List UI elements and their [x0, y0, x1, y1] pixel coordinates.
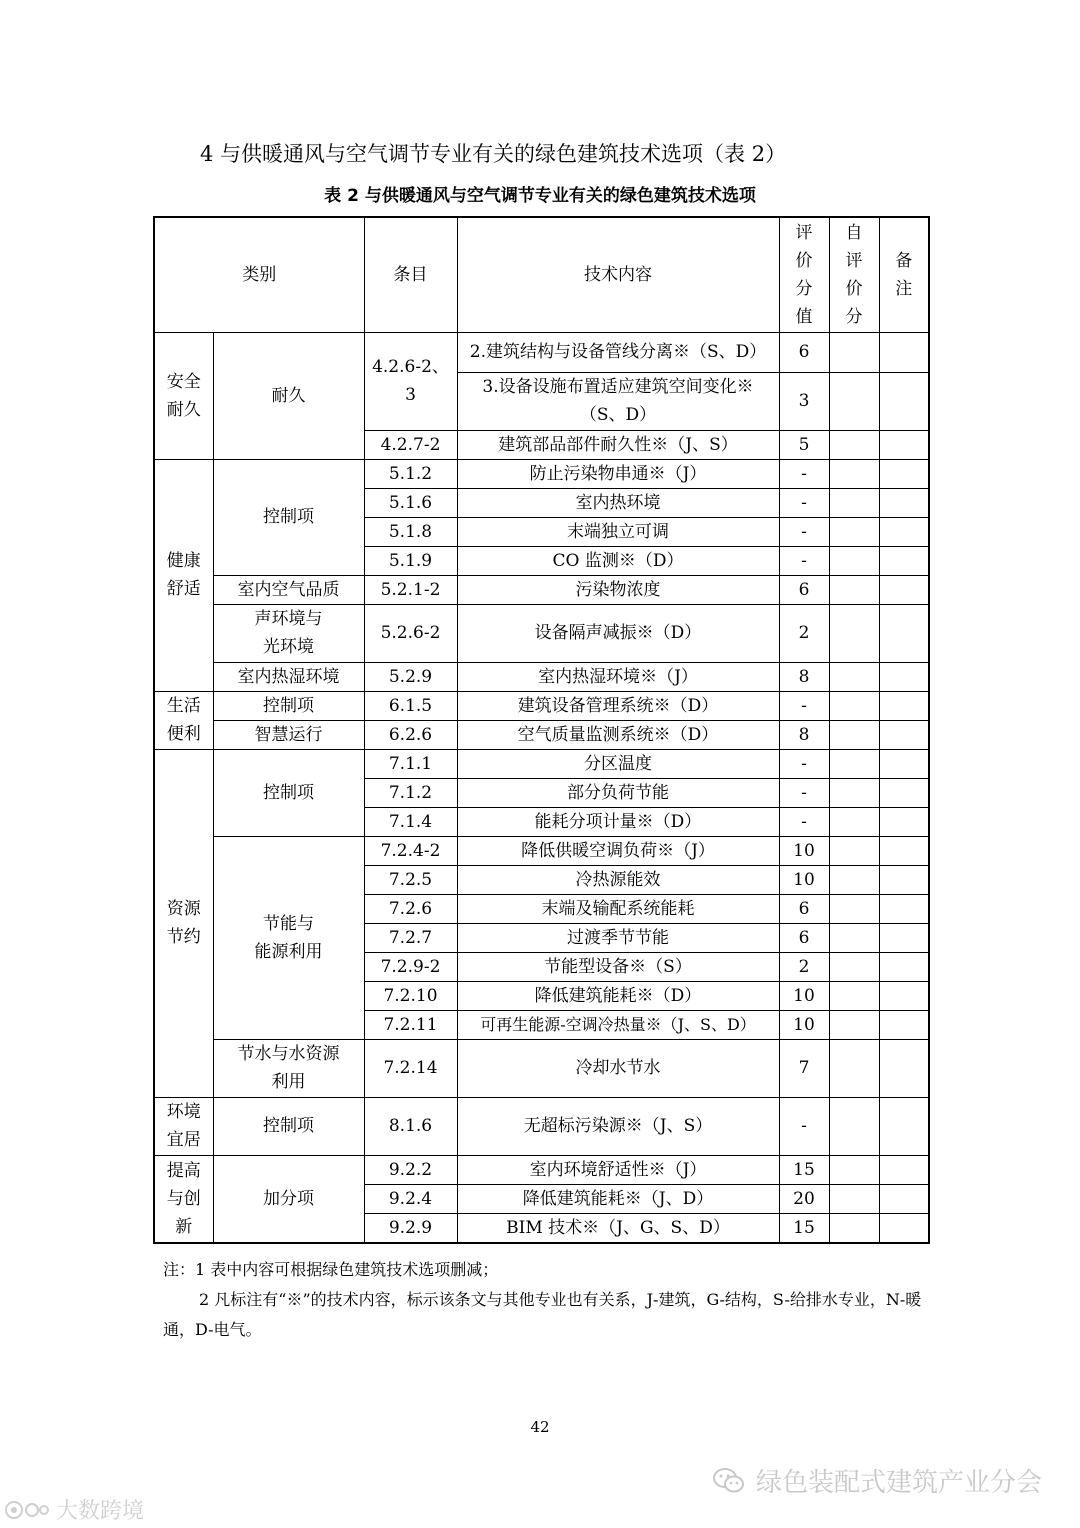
- item-cell: 8.1.6: [364, 1097, 457, 1155]
- remark-cell: [879, 778, 929, 807]
- table-row: [154, 691, 929, 720]
- content-cell: 空气质量监测系统※（D）: [457, 720, 779, 749]
- self-score-cell: [829, 604, 879, 662]
- item-cell: 5.1.2: [364, 459, 457, 488]
- technology-options-table: [153, 216, 930, 1244]
- score-cell: -: [779, 749, 829, 778]
- item-cell: 5.2.6-2: [364, 604, 457, 662]
- remark-cell: [879, 488, 929, 517]
- watermark-logo-icon: [4, 1498, 50, 1522]
- remark-cell: [879, 749, 929, 778]
- content-cell: 部分负荷节能: [457, 778, 779, 807]
- subgroup-indoor-thermal: 室内热湿环境: [213, 662, 364, 691]
- table-row: [154, 836, 929, 865]
- item-cell: 7.2.4-2: [364, 836, 457, 865]
- header-content: 技术内容: [457, 217, 779, 332]
- group-innovation: 提高与创新: [154, 1155, 213, 1243]
- self-score-cell: [829, 923, 879, 952]
- header-self-score: 自评价分: [829, 217, 879, 332]
- group-life: 生活便利: [154, 691, 213, 749]
- subgroup-sound-light: 声环境与 光环境: [213, 604, 364, 662]
- content-cell: 节能型设备※（S）: [457, 952, 779, 981]
- table-row: [154, 1097, 929, 1155]
- note-2: 2 凡标注有“※”的技术内容，标示该条文与其他专业也有关系，J-建筑，G-结构，S-给排水专业，N-暖通，D-电气。: [163, 1290, 922, 1339]
- content-cell: 室内热环境: [457, 488, 779, 517]
- content-cell: CO 监测※（D）: [457, 546, 779, 575]
- self-score-cell: [829, 517, 879, 546]
- remark-cell: [879, 923, 929, 952]
- item-cell: 7.2.10: [364, 981, 457, 1010]
- header-score: 评价分值: [779, 217, 829, 332]
- subgroup-resource-control: 控制项: [213, 749, 364, 836]
- self-score-cell: [829, 332, 879, 372]
- score-cell: -: [779, 517, 829, 546]
- table-header-row: [154, 217, 929, 332]
- score-cell: 15: [779, 1155, 829, 1184]
- group-safety: 安全耐久: [154, 332, 213, 459]
- remark-cell: [879, 1155, 929, 1184]
- item-cell: 7.2.6: [364, 894, 457, 923]
- content-cell: 冷热源能效: [457, 865, 779, 894]
- remark-cell: [879, 546, 929, 575]
- score-cell: 5: [779, 430, 829, 459]
- self-score-cell: [829, 1213, 879, 1243]
- table-row: [154, 662, 929, 691]
- item-cell: 7.2.14: [364, 1039, 457, 1097]
- self-score-cell: [829, 1184, 879, 1213]
- item-cell: 9.2.2: [364, 1155, 457, 1184]
- content-cell: 降低建筑能耗※（D）: [457, 981, 779, 1010]
- subgroup-durable: 耐久: [213, 332, 364, 459]
- score-cell: 2: [779, 952, 829, 981]
- remark-cell: [879, 981, 929, 1010]
- score-cell: 10: [779, 1010, 829, 1039]
- item-cell: 6.1.5: [364, 691, 457, 720]
- self-score-cell: [829, 778, 879, 807]
- content-cell: 设备隔声减振※（D）: [457, 604, 779, 662]
- item-cell: 4.2.7-2: [364, 430, 457, 459]
- header-remark: 备注: [879, 217, 929, 332]
- item-cell: 7.1.2: [364, 778, 457, 807]
- self-score-cell: [829, 1010, 879, 1039]
- item-cell: 6.2.6: [364, 720, 457, 749]
- score-cell: 6: [779, 332, 829, 372]
- self-score-cell: [829, 1039, 879, 1097]
- score-cell: -: [779, 807, 829, 836]
- content-cell: 分区温度: [457, 749, 779, 778]
- content-cell: 能耗分项计量※（D）: [457, 807, 779, 836]
- remark-cell: [879, 691, 929, 720]
- remark-cell: [879, 1039, 929, 1097]
- remark-cell: [879, 662, 929, 691]
- watermark-left: [4, 1494, 144, 1525]
- remark-cell: [879, 807, 929, 836]
- self-score-cell: [829, 459, 879, 488]
- content-cell: 室内环境舒适性※（J）: [457, 1155, 779, 1184]
- table-row: [154, 749, 929, 778]
- score-cell: 15: [779, 1213, 829, 1243]
- score-cell: -: [779, 488, 829, 517]
- remark-cell: [879, 952, 929, 981]
- remark-cell: [879, 604, 929, 662]
- content-cell: 末端及输配系统能耗: [457, 894, 779, 923]
- remark-cell: [879, 836, 929, 865]
- content-cell: 建筑设备管理系统※（D）: [457, 691, 779, 720]
- content-cell: 冷却水节水: [457, 1039, 779, 1097]
- score-cell: 10: [779, 836, 829, 865]
- item-cell: 5.1.6: [364, 488, 457, 517]
- item-cell: 5.1.8: [364, 517, 457, 546]
- self-score-cell: [829, 372, 879, 430]
- self-score-cell: [829, 865, 879, 894]
- content-cell: 过渡季节节能: [457, 923, 779, 952]
- table-row: [154, 720, 929, 749]
- table-title: 表 2 与供暖通风与空气调节专业有关的绿色建筑技术选项: [324, 186, 756, 206]
- content-cell: 2.建筑结构与设备管线分离※（S、D）: [457, 332, 779, 372]
- watermark-left-text: 大数跨境: [56, 1499, 145, 1524]
- score-cell: -: [779, 459, 829, 488]
- self-score-cell: [829, 1155, 879, 1184]
- remark-cell: [879, 575, 929, 604]
- remark-cell: [879, 720, 929, 749]
- self-score-cell: [829, 952, 879, 981]
- self-score-cell: [829, 575, 879, 604]
- remark-cell: [879, 1097, 929, 1155]
- score-cell: 7: [779, 1039, 829, 1097]
- section-heading: 4 与供暖通风与空气调节专业有关的绿色建筑技术选项（表 2）: [200, 142, 787, 166]
- table-row: [154, 604, 929, 662]
- subgroup-env-control: 控制项: [213, 1097, 364, 1155]
- watermark-right: [712, 1462, 1042, 1499]
- subgroup-smart-operation: 智慧运行: [213, 720, 364, 749]
- score-cell: 6: [779, 894, 829, 923]
- remark-cell: [879, 517, 929, 546]
- table-row: [154, 1039, 929, 1097]
- self-score-cell: [829, 1097, 879, 1155]
- item-cell: 7.2.5: [364, 865, 457, 894]
- remark-cell: [879, 459, 929, 488]
- item-cell: 7.2.7: [364, 923, 457, 952]
- subgroup-water: 节水与水资源 利用: [213, 1039, 364, 1097]
- self-score-cell: [829, 894, 879, 923]
- item-cell: 5.1.9: [364, 546, 457, 575]
- header-category: 类别: [154, 217, 364, 332]
- score-cell: 8: [779, 720, 829, 749]
- wechat-icon: [712, 1467, 746, 1495]
- content-cell: 3.设备设施布置适应建筑空间变化※（S、D）: [457, 372, 779, 430]
- remark-cell: [879, 1010, 929, 1039]
- table-notes: [163, 1255, 923, 1345]
- score-cell: 8: [779, 662, 829, 691]
- item-cell: 7.2.9-2: [364, 952, 457, 981]
- content-cell: 可再生能源-空调冷热量※（J、S、D）: [457, 1010, 779, 1039]
- score-cell: -: [779, 1097, 829, 1155]
- score-cell: 6: [779, 575, 829, 604]
- subgroup-life-control: 控制项: [213, 691, 364, 720]
- self-score-cell: [829, 662, 879, 691]
- content-cell: 室内热湿环境※（J）: [457, 662, 779, 691]
- score-cell: 2: [779, 604, 829, 662]
- table-row: [154, 1155, 929, 1184]
- item-cell: 7.1.4: [364, 807, 457, 836]
- group-environment: 环境宜居: [154, 1097, 213, 1155]
- item-cell: 5.2.1-2: [364, 575, 457, 604]
- score-cell: 3: [779, 372, 829, 430]
- item-cell: 7.2.11: [364, 1010, 457, 1039]
- score-cell: 20: [779, 1184, 829, 1213]
- self-score-cell: [829, 430, 879, 459]
- item-cell: 7.1.1: [364, 749, 457, 778]
- remark-cell: [879, 1213, 929, 1243]
- score-cell: 10: [779, 865, 829, 894]
- group-resource: 资源节约: [154, 749, 213, 1097]
- self-score-cell: [829, 749, 879, 778]
- content-cell: 末端独立可调: [457, 517, 779, 546]
- content-cell: 降低供暖空调负荷※（J）: [457, 836, 779, 865]
- content-cell: 污染物浓度: [457, 575, 779, 604]
- table-row: [154, 575, 929, 604]
- self-score-cell: [829, 720, 879, 749]
- subgroup-health-control: 控制项: [213, 459, 364, 575]
- remark-cell: [879, 865, 929, 894]
- score-cell: 10: [779, 981, 829, 1010]
- table-row: [154, 332, 929, 372]
- remark-cell: [879, 1184, 929, 1213]
- score-cell: -: [779, 546, 829, 575]
- content-cell: BIM 技术※（J、G、S、D）: [457, 1213, 779, 1243]
- self-score-cell: [829, 546, 879, 575]
- subgroup-indoor-air: 室内空气品质: [213, 575, 364, 604]
- score-cell: -: [779, 691, 829, 720]
- watermark-right-text: 绿色装配式建筑产业分会: [756, 1468, 1043, 1498]
- self-score-cell: [829, 691, 879, 720]
- score-cell: -: [779, 778, 829, 807]
- self-score-cell: [829, 981, 879, 1010]
- content-cell: 无超标污染源※（J、S）: [457, 1097, 779, 1155]
- note-1: 注：1 表中内容可根据绿色建筑技术选项删减；: [163, 1260, 499, 1279]
- header-item: 条目: [364, 217, 457, 332]
- subgroup-bonus: 加分项: [213, 1155, 364, 1243]
- remark-cell: [879, 430, 929, 459]
- score-cell: 6: [779, 923, 829, 952]
- self-score-cell: [829, 488, 879, 517]
- page-number: 42: [530, 1418, 550, 1436]
- content-cell: 防止污染物串通※（J）: [457, 459, 779, 488]
- remark-cell: [879, 372, 929, 430]
- content-cell: 建筑部品部件耐久性※（J、S）: [457, 430, 779, 459]
- self-score-cell: [829, 807, 879, 836]
- item-cell: 9.2.4: [364, 1184, 457, 1213]
- item-cell: 9.2.9: [364, 1213, 457, 1243]
- content-cell: 降低建筑能耗※（J、D）: [457, 1184, 779, 1213]
- group-health: 健康舒适: [154, 459, 213, 691]
- item-cell: 5.2.9: [364, 662, 457, 691]
- item-cell: 4.2.6-2、3: [364, 332, 457, 430]
- self-score-cell: [829, 836, 879, 865]
- remark-cell: [879, 332, 929, 372]
- table-row: [154, 459, 929, 488]
- subgroup-energy: 节能与 能源利用: [213, 836, 364, 1039]
- remark-cell: [879, 894, 929, 923]
